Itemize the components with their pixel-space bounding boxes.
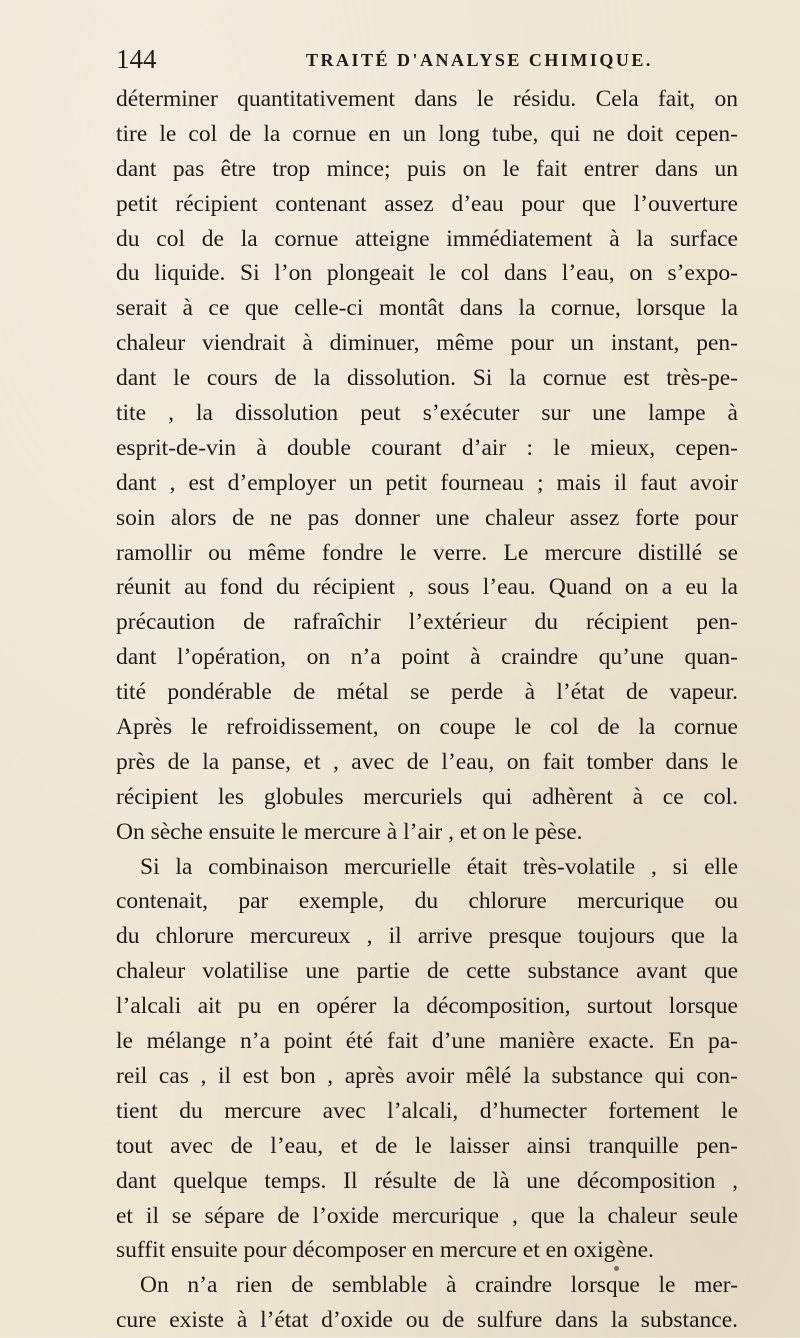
text-line: suffit ensuite pour décomposer en mercure et en oxigène. (116, 1237, 654, 1264)
text-line: soin alors de ne pas donner une chaleur assez forte pour (116, 504, 738, 531)
text-line: cure existe à l’état d’oxide ou de sulfure dans la substance. (116, 1307, 738, 1334)
ink-speck (614, 1266, 619, 1271)
text-line: reil cas , il est bon , après avoir mêlé la substance qui con- (116, 1062, 738, 1089)
text-line: du liquide. Si l’on plongeait le col dans l’eau, on s’expo- (116, 260, 738, 287)
text-line: Après le refroidissement, on coupe le col de la cornue (116, 714, 738, 741)
body-text (116, 82, 738, 1338)
text-line: près de la panse, et , avec de l’eau, on fait tomber dans le (116, 748, 738, 775)
text-line: dant l’opération, on n’a point à craindre qu’une quan- (116, 644, 738, 671)
text-line: et il se sépare de l’oxide mercurique , que la chaleur seule (116, 1202, 738, 1229)
text-line: serait à ce que celle-ci montât dans la cornue, lorsque la (116, 295, 738, 322)
text-line: dant , est d’employer un petit fourneau ; mais il faut avoir (116, 469, 738, 496)
text-line: chaleur volatilise une partie de cette substance avant que (116, 958, 738, 985)
text-line: ramollir ou même fondre le verre. Le mercure distillé se (116, 539, 738, 566)
text-line: dant pas être trop mince; puis on le fait entrer dans un (116, 155, 738, 182)
text-line: l’alcali ait pu en opérer la décomposition, surtout lorsque (116, 993, 738, 1020)
text-line: tout avec de l’eau, et de le laisser ainsi tranquille pen- (116, 1132, 738, 1159)
page-number: 144 (116, 44, 157, 74)
text-line: tite , la dissolution peut s’exécuter sur une lampe à (116, 400, 738, 427)
text-line: chaleur viendrait à diminuer, même pour un instant, pen- (116, 330, 738, 357)
text-line: tité pondérable de métal se perde à l’état de vapeur. (116, 679, 738, 706)
text-line: contenait, par exemple, du chlorure mercurique ou (116, 888, 738, 915)
text-line: On n’a rien de semblable à craindre lorsque le mer- (140, 1272, 738, 1299)
text-line: précaution de rafraîchir l’extérieur du récipient pen- (116, 609, 738, 636)
text-line: On sèche ensuite le mercure à l’air , et on le pèse. (116, 818, 583, 845)
page-header (116, 44, 716, 78)
text-line: le mélange n’a point été fait d’une manière exacte. En pa- (116, 1028, 738, 1055)
text-line: dant le cours de la dissolution. Si la cornue est très-pe- (116, 365, 738, 392)
text-line: petit récipient contenant assez d’eau pour que l’ouverture (116, 190, 738, 217)
text-line: Si la combinaison mercurielle était très-volatile , si elle (140, 853, 738, 880)
text-line: tient du mercure avec l’alcali, d’humecter fortement le (116, 1097, 738, 1124)
text-line: tire le col de la cornue en un long tube, qui ne doit cepen- (116, 120, 738, 147)
text-line: dant quelque temps. Il résulte de là une décomposition , (116, 1167, 738, 1194)
text-line: récipient les globules mercuriels qui adhèrent à ce col. (116, 783, 738, 810)
running-head: TRAITÉ D'ANALYSE CHIMIQUE. (306, 50, 653, 70)
text-line: déterminer quantitativement dans le résidu. Cela fait, on (116, 86, 738, 112)
text-line: esprit-de-vin à double courant d’air : le mieux, cepen- (116, 434, 738, 461)
text-line: du col de la cornue atteigne immédiatement à la surface (116, 225, 738, 252)
text-line: réunit au fond du récipient , sous l’eau. Quand on a eu la (116, 574, 738, 601)
text-line: du chlorure mercureux , il arrive presque toujours que la (116, 923, 738, 950)
